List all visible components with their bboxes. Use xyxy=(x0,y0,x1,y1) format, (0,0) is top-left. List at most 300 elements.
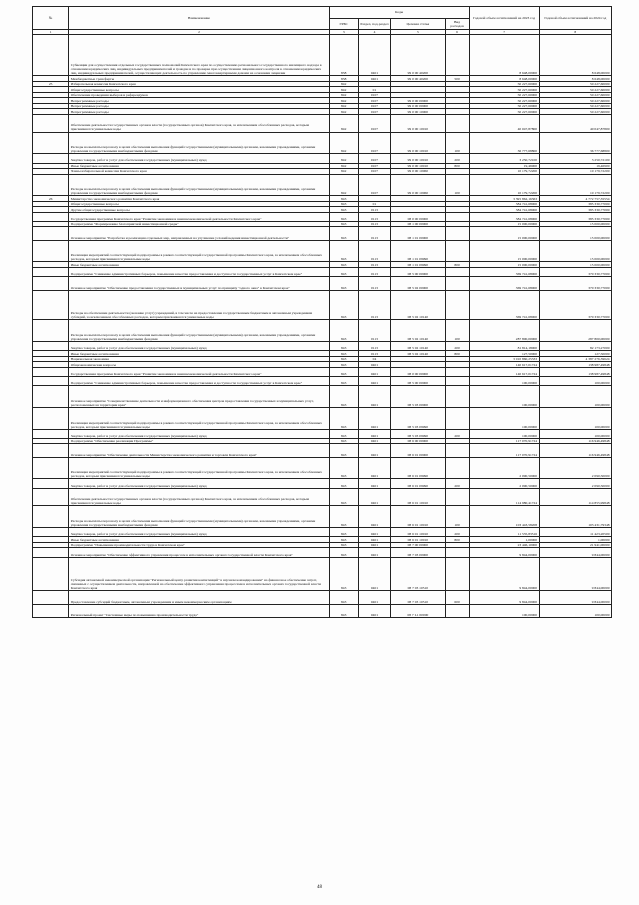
cell-vol-2023: 50 227,60000 xyxy=(469,87,539,93)
cell-section: 01 xyxy=(358,201,391,207)
cell-grbs: 843 xyxy=(329,351,358,357)
cell-section: 0401 xyxy=(358,408,391,430)
cell-name: Закупка товаров, работ и услуг для обеспечения государственных (муниципальных) нужд xyxy=(69,154,330,163)
cell-name: Непрограммные расходы xyxy=(69,109,330,115)
cell-section: 0401 xyxy=(358,429,391,438)
cell-name: Закупка товаров, работ и услуг для обеспечения государственных (муниципальных) нужд xyxy=(69,341,330,350)
column-index: 8 xyxy=(539,30,611,35)
cell-kind xyxy=(445,604,469,617)
budget-table xyxy=(32,6,612,618)
cell-name: Закупка товаров, работ и услуг для обеспечения государственных (муниципальных) нужд xyxy=(69,479,330,488)
cell-kind: 200 xyxy=(445,479,469,488)
cell-section: 0401 xyxy=(358,367,391,376)
cell-num xyxy=(33,240,69,262)
cell-article: 99 0 00 10010 xyxy=(391,114,445,132)
cell-num xyxy=(33,506,69,528)
cell-name: Иные бюджетные ассигнования xyxy=(69,351,330,357)
cell-name: Подпрограмма "Формирование благоприятной инвестиционной среды" xyxy=(69,221,330,227)
cell-article: 08 5 02 00000 xyxy=(391,277,445,290)
cell-section: 0401 xyxy=(358,537,391,543)
cell-vol-2024: 50 227,60000 xyxy=(539,92,611,98)
cell-article: 08 1 01 00000 xyxy=(391,227,445,240)
cell-grbs: 843 xyxy=(329,290,358,319)
cell-vol-2024: 9 844,00000 xyxy=(539,591,611,604)
cell-grbs: 843 xyxy=(329,429,358,438)
cell-vol-2024: 8 648,00000 xyxy=(539,35,611,76)
cell-section: 0401 xyxy=(358,542,391,548)
table-row xyxy=(33,290,612,319)
cell-section: 0113 xyxy=(358,227,391,240)
cell-name: Избирательная комиссия Камчатского края xyxy=(69,81,330,87)
cell-name: Расходы на выплаты персоналу в целях обеспечения выполнения функций государственными (муниципальными) органами, казенными учреждениями, органами управления государственными внебюджетными фондами xyxy=(69,132,330,154)
cell-vol-2023: 50 227,60000 xyxy=(469,109,539,115)
cell-article: 08 1 01 09990 xyxy=(391,262,445,268)
table-row xyxy=(33,341,612,350)
cell-article: 99 0 00 00000 xyxy=(391,103,445,109)
cell-vol-2023: 50 227,60000 xyxy=(469,103,539,109)
cell-section: 0401 xyxy=(358,528,391,537)
cell-grbs: 843 xyxy=(329,506,358,528)
cell-name: Обеспечение проведения выборов и референдумов xyxy=(69,92,330,98)
cell-num xyxy=(33,457,69,479)
cell-grbs: 842 xyxy=(329,163,358,169)
cell-vol-2024: 21 941,00000 xyxy=(539,542,611,548)
cell-section: 01 xyxy=(358,87,391,93)
cell-grbs: 842 xyxy=(329,109,358,115)
cell-kind: 100 xyxy=(445,132,469,154)
cell-section: 04 xyxy=(358,356,391,362)
cell-vol-2024: 10 179,72200 xyxy=(539,174,611,196)
header-kind: Вид расходов xyxy=(445,18,469,30)
cell-name: Министерство экономического развития Камчатского края xyxy=(69,196,330,202)
cell-name: Подпрограмма "Снижение административных барьеров, повышение качества предоставления и доступности государственных услуг в Камчатском крае" xyxy=(69,377,330,386)
cell-vol-2023: 384 741,68000 xyxy=(469,201,539,207)
cell-kind xyxy=(445,114,469,132)
cell-grbs: 843 xyxy=(329,488,358,506)
cell-grbs: 842 xyxy=(329,169,358,175)
cell-grbs: 843 xyxy=(329,591,358,604)
cell-grbs: 843 xyxy=(329,542,358,548)
cell-vol-2023: 9 844,00000 xyxy=(469,548,539,557)
cell-vol-2024: 1,00000 xyxy=(539,537,611,543)
table-row xyxy=(33,386,612,408)
cell-article: 08 6 01 09990 xyxy=(391,479,445,488)
cell-vol-2024: 50 227,60000 xyxy=(539,98,611,104)
cell-kind xyxy=(445,557,469,590)
cell-vol-2024: 287 800,00000 xyxy=(539,320,611,342)
cell-name: Подпрограмма "Обеспечение реализации Программы" xyxy=(69,438,330,444)
cell-num xyxy=(33,408,69,430)
cell-grbs: 843 xyxy=(329,386,358,408)
header-section: Раздел, под-раздел xyxy=(358,18,391,30)
cell-vol-2023: 2 090,50000 xyxy=(469,479,539,488)
cell-vol-2024: 370 330,77000 xyxy=(539,267,611,276)
cell-vol-2024: 116 946,49848 xyxy=(539,438,611,444)
cell-grbs: 843 xyxy=(329,408,358,430)
cell-num: 26 xyxy=(33,196,69,202)
cell-kind xyxy=(445,457,469,479)
cell-section: 0401 xyxy=(358,548,391,557)
cell-section: 0401 xyxy=(358,604,391,617)
column-index: 4 xyxy=(358,30,391,35)
cell-grbs: 843 xyxy=(329,207,358,213)
cell-section: 0401 xyxy=(358,76,391,82)
cell-name: Расходы на выплаты персоналу в целях обеспечения выполнения функций государственными (муниципальными) органами, казенными учреждениями, органами управления государственными внебюджетными фондами xyxy=(69,506,330,528)
table-row xyxy=(33,367,612,376)
cell-vol-2023: 100,00000 xyxy=(469,377,539,386)
table-row xyxy=(33,154,612,163)
cell-vol-2024: 116 946,49848 xyxy=(539,444,611,457)
cell-name: Субвенции для осуществления отдельных государственных полномочий Камчатского края по осуществлению регионального государственного жилищного надзора в отношении юридических лиц, индивидуальных предпринимателей и граждан и по проверке при осуществлении лицензионного контроля в отношении юридических лиц, индивидуальных предпринимателей, осуществляющих деятельность по управлению многоквартирными домами на основании лицензии xyxy=(69,35,330,76)
cell-vol-2024: 82 173,27000 xyxy=(539,341,611,350)
cell-section: 0113 xyxy=(358,320,391,342)
cell-num xyxy=(33,154,69,163)
cell-vol-2024: 370 330,77000 xyxy=(539,277,611,290)
cell-kind: 100 xyxy=(445,174,469,196)
cell-vol-2024: 50 227,60000 xyxy=(539,103,611,109)
cell-vol-2023: 384 741,68000 xyxy=(469,212,539,221)
cell-vol-2023: 100,00000 xyxy=(469,429,539,438)
cell-num xyxy=(33,591,69,604)
cell-section: 0107 xyxy=(358,103,391,109)
cell-vol-2023: 9 844,00000 xyxy=(469,557,539,590)
table-row xyxy=(33,174,612,196)
cell-article: 08 5 02 10140 xyxy=(391,290,445,319)
cell-article: 08 0 00 00000 xyxy=(391,212,445,221)
cell-grbs: 842 xyxy=(329,103,358,109)
cell-num xyxy=(33,479,69,488)
table-row xyxy=(33,240,612,262)
cell-vol-2023: 127,50000 xyxy=(469,351,539,357)
page-number: 48 xyxy=(317,885,322,890)
cell-num xyxy=(33,114,69,132)
cell-vol-2023: 117 070,91724 xyxy=(469,444,539,457)
cell-vol-2024: 15 000,00000 xyxy=(539,227,611,240)
cell-grbs: 843 xyxy=(329,221,358,227)
cell-grbs: 843 xyxy=(329,604,358,617)
cell-article: 08 0 00 00000 xyxy=(391,367,445,376)
cell-kind xyxy=(445,377,469,386)
cell-grbs: 843 xyxy=(329,240,358,262)
cell-name: Подпрограмма "Снижение административных барьеров, повышение качества предоставления и доступности государственных услуг в Камчатском крае" xyxy=(69,267,330,276)
cell-section: 0401 xyxy=(358,457,391,479)
cell-article: 99 0 00 10010 xyxy=(391,132,445,154)
column-index: 6 xyxy=(445,30,469,35)
column-index: 7 xyxy=(469,30,539,35)
cell-name: Реализация мероприятий соответствующей подпрограммы в рамках соответствующей государственной программы Камчатского края, за исключением обособленных расходов, которым присваиваются уникальные коды xyxy=(69,240,330,262)
table-row xyxy=(33,548,612,557)
cell-num xyxy=(33,488,69,506)
cell-kind: 800 xyxy=(445,351,469,357)
cell-vol-2024: 100,00000 xyxy=(539,377,611,386)
cell-article: 08 7 L1 00000 xyxy=(391,604,445,617)
cell-name: Члены избирательной комиссии Камчатского края xyxy=(69,169,330,175)
header-article: Целевая статья xyxy=(391,18,445,30)
cell-num xyxy=(33,557,69,590)
cell-kind xyxy=(445,277,469,290)
cell-section: 0401 xyxy=(358,488,391,506)
cell-vol-2023: 36 777,68800 xyxy=(469,132,539,154)
cell-num xyxy=(33,277,69,290)
table-row xyxy=(33,457,612,479)
header-vol-2024: Годовой объем ассигнований на 2024 год xyxy=(539,7,611,30)
cell-article: 08 6 01 10010 xyxy=(391,528,445,537)
column-index: 2 xyxy=(69,30,330,35)
cell-grbs: 842 xyxy=(329,92,358,98)
cell-kind xyxy=(445,240,469,262)
cell-name: Непрограммные расходы xyxy=(69,98,330,104)
cell-name: Подпрограмма "Повышение производительности труда в Камчатском крае" xyxy=(69,542,330,548)
cell-grbs: 843 xyxy=(329,457,358,479)
cell-vol-2023: 3 395 862,16363 xyxy=(469,196,539,202)
cell-name: Расходы на обеспечение деятельности (оказание услуг) учреждений, в том числе на предоставление государственным бюджетным и автономным учреждениям субсидий, за исключением обособленных расходов, которым присваиваются уникальные коды xyxy=(69,290,330,319)
table-row xyxy=(33,277,612,290)
cell-name: Региональный проект "Системные меры по повышению производительности труда" xyxy=(69,604,330,617)
cell-name: Иные бюджетные ассигнования xyxy=(69,537,330,543)
cell-article: 08 5 00 00000 xyxy=(391,377,445,386)
cell-kind: 100 xyxy=(445,320,469,342)
cell-vol-2023: 2 090,50000 xyxy=(469,457,539,479)
cell-article: 99 0 00 10010 xyxy=(391,163,445,169)
cell-section: 0107 xyxy=(358,92,391,98)
cell-article: 99 0 00 40200 xyxy=(391,76,445,82)
cell-article: 99 0 00 10000 xyxy=(391,109,445,115)
cell-kind xyxy=(445,35,469,76)
cell-name: Государственная программа Камчатского края "Развитие экономики и внешнеэкономической деятельности Камчатского края" xyxy=(69,367,330,376)
table-row xyxy=(33,377,612,386)
cell-section: 0401 xyxy=(358,386,391,408)
cell-vol-2023: 369 741,68000 xyxy=(469,267,539,276)
cell-vol-2024: 100,00000 xyxy=(539,429,611,438)
cell-vol-2024: 100,00000 xyxy=(539,604,611,617)
cell-vol-2024: 8 648,00000 xyxy=(539,76,611,82)
cell-num xyxy=(33,604,69,617)
cell-name: Закупка товаров, работ и услуг для обеспечения государственных (муниципальных) нужд xyxy=(69,528,330,537)
cell-article: 08 5 03 09990 xyxy=(391,429,445,438)
cell-vol-2023: 8 648,00000 xyxy=(469,76,539,82)
cell-section: 0401 xyxy=(358,557,391,590)
table-row xyxy=(33,557,612,590)
cell-num xyxy=(33,429,69,438)
cell-section: 0113 xyxy=(358,240,391,262)
cell-section: 0113 xyxy=(358,221,391,227)
cell-vol-2023: 15 000,00000 xyxy=(469,221,539,227)
table-row xyxy=(33,35,612,76)
cell-grbs: 843 xyxy=(329,227,358,240)
header-grbs: ГРБС xyxy=(329,18,358,30)
cell-vol-2024: 19,46900 xyxy=(539,163,611,169)
table-row xyxy=(33,227,612,240)
table-row xyxy=(33,320,612,342)
cell-grbs: 843 xyxy=(329,557,358,590)
cell-kind xyxy=(445,267,469,276)
cell-article: 08 7 03 10510 xyxy=(391,557,445,590)
cell-name: Основное мероприятие "Совершенствование деятельности и информационного обеспечения центров предоставления государственных и муниципальных услуг, расположенных на территории края" xyxy=(69,386,330,408)
cell-article: 08 7 03 10510 xyxy=(391,591,445,604)
cell-num xyxy=(33,227,69,240)
cell-vol-2024: 2 090,50000 xyxy=(539,457,611,479)
cell-grbs: 843 xyxy=(329,341,358,350)
cell-kind xyxy=(445,227,469,240)
cell-section: 0113 xyxy=(358,267,391,276)
cell-vol-2023: 23 446,10000 xyxy=(469,542,539,548)
cell-section: 0107 xyxy=(358,132,391,154)
table-row xyxy=(33,604,612,617)
cell-name: Общегосударственные вопросы xyxy=(69,87,330,93)
table-row xyxy=(33,506,612,528)
cell-num xyxy=(33,290,69,319)
cell-grbs: 843 xyxy=(329,377,358,386)
cell-vol-2024: 36 777,68800 xyxy=(539,132,611,154)
cell-section: 0107 xyxy=(358,114,391,132)
cell-name: Непрограммные расходы xyxy=(69,103,330,109)
column-index: 3 xyxy=(329,30,358,35)
cell-grbs: 843 xyxy=(329,537,358,543)
cell-section: 0113 xyxy=(358,351,391,357)
cell-vol-2023: 81 814,18000 xyxy=(469,341,539,350)
cell-section: 0107 xyxy=(358,98,391,104)
cell-vol-2024: 4 772 757,35554 xyxy=(539,196,611,202)
cell-vol-2023: 140 617,01724 xyxy=(469,367,539,376)
cell-vol-2024: 127,50000 xyxy=(539,351,611,357)
cell-num xyxy=(33,367,69,376)
cell-vol-2023: 8 648,00000 xyxy=(469,35,539,76)
cell-name: Основное мероприятие "Обеспечение деятельности Министерства экономического развития и торговли Камчатского края" xyxy=(69,444,330,457)
header-codes: Коды xyxy=(329,7,469,19)
cell-kind xyxy=(445,290,469,319)
cell-num xyxy=(33,528,69,537)
cell-name: Государственная программа Камчатского края "Развитие экономики и внешнеэкономической деятельности Камчатского края" xyxy=(69,212,330,221)
cell-vol-2023: 50 227,60000 xyxy=(469,81,539,87)
cell-vol-2024: 50 227,60000 xyxy=(539,81,611,87)
cell-kind xyxy=(445,212,469,221)
cell-vol-2023: 140 617,01724 xyxy=(469,362,539,368)
cell-vol-2023: 15 000,00000 xyxy=(469,262,539,268)
cell-vol-2023: 1,00000 xyxy=(469,537,539,543)
cell-vol-2024: 100,00000 xyxy=(539,386,611,408)
cell-section: 0401 xyxy=(358,362,391,368)
cell-vol-2024: 40 047,87800 xyxy=(539,114,611,132)
cell-article: 99 0 00 10060 xyxy=(391,174,445,196)
cell-article: 08 6 01 10010 xyxy=(391,488,445,506)
cell-grbs: 843 xyxy=(329,528,358,537)
cell-section: 0401 xyxy=(358,438,391,444)
cell-name: Субсидия автономной некоммерческой организации "Региональный центр развития компетенций" в научном командировании" на финансовое обеспечение затрат, связанных с осуществлением деятельности, направленной на обеспечение эффективного управления процессами в исполнительных органах государственной власти Камчатского края xyxy=(69,557,330,590)
cell-article: 99 0 00 40200 xyxy=(391,35,445,76)
cell-article: 08 5 00 00000 xyxy=(391,267,445,276)
cell-name: Расходы на выплаты персоналу в целях обеспечения выполнения функций государственными (муниципальными) органами, казенными учреждениями, органами управления государственными внебюджетными фондами xyxy=(69,174,330,196)
header-name: Наименование xyxy=(69,7,330,30)
cell-section: 0107 xyxy=(358,163,391,169)
cell-vol-2023: 11 535,83516 xyxy=(469,528,539,537)
cell-grbs: 843 xyxy=(329,444,358,457)
cell-vol-2024: 10 179,72200 xyxy=(539,169,611,175)
table-row xyxy=(33,444,612,457)
table-row xyxy=(33,429,612,438)
cell-section: 0107 xyxy=(358,169,391,175)
table-row xyxy=(33,267,612,276)
cell-section: 0113 xyxy=(358,262,391,268)
cell-num xyxy=(33,267,69,276)
cell-vol-2023: 103 443,58208 xyxy=(469,506,539,528)
cell-vol-2024: 11 423,20500 xyxy=(539,528,611,537)
cell-vol-2024: 50 227,60000 xyxy=(539,109,611,115)
cell-name: Основное мероприятие "Обеспечение предоставления государственных и муниципальных услуг по принципу "одного окна" в Камчатском крае" xyxy=(69,277,330,290)
cell-name: Межбюджетные трансферты xyxy=(69,76,330,82)
cell-name: Иные бюджетные ассигнования xyxy=(69,163,330,169)
cell-grbs: 842 xyxy=(329,114,358,132)
cell-grbs: 843 xyxy=(329,548,358,557)
cell-kind: 200 xyxy=(445,154,469,163)
cell-grbs: 842 xyxy=(329,174,358,196)
cell-grbs: 843 xyxy=(329,362,358,368)
cell-num xyxy=(33,35,69,76)
cell-article: 08 1 00 00000 xyxy=(391,221,445,227)
cell-grbs: 843 xyxy=(329,267,358,276)
cell-article: 08 6 01 00000 xyxy=(391,444,445,457)
cell-vol-2024: 4 387 276,39624 xyxy=(539,356,611,362)
cell-section: 0401 xyxy=(358,591,391,604)
cell-article: 08 1 01 09990 xyxy=(391,240,445,262)
cell-name: Общеэкономические вопросы xyxy=(69,362,330,368)
cell-name: Национальная экономика xyxy=(69,356,330,362)
cell-vol-2023: 3 010 860,25333 xyxy=(469,356,539,362)
cell-vol-2023: 369 741,68000 xyxy=(469,290,539,319)
cell-vol-2024: 2 090,50000 xyxy=(539,479,611,488)
cell-grbs: 843 xyxy=(329,212,358,221)
cell-vol-2024: 385 330,77000 xyxy=(539,207,611,213)
cell-vol-2023: 50 227,60000 xyxy=(469,98,539,104)
cell-vol-2024: 385 330,77000 xyxy=(539,201,611,207)
cell-vol-2023: 50 227,60000 xyxy=(469,92,539,98)
cell-name: Предоставление субсидий бюджетным, автономным учреждениям и иным некоммерческим организациям xyxy=(69,591,330,604)
cell-section: 0107 xyxy=(358,154,391,163)
cell-section: 0401 xyxy=(358,35,391,76)
header-vol-2023: Годовой объем ассигнований на 2023 год xyxy=(469,7,539,30)
cell-article: 08 5 02 10140 xyxy=(391,351,445,357)
cell-kind: 100 xyxy=(445,506,469,528)
cell-num xyxy=(33,444,69,457)
cell-vol-2023: 369 741,68000 xyxy=(469,277,539,290)
cell-section: 0401 xyxy=(358,377,391,386)
table-body xyxy=(33,35,612,618)
cell-section: 0113 xyxy=(358,290,391,319)
cell-article: 08 5 03 00000 xyxy=(391,386,445,408)
cell-article: 08 6 00 00000 xyxy=(391,438,445,444)
cell-kind xyxy=(445,548,469,557)
cell-grbs: 843 xyxy=(329,320,358,342)
cell-section: 0113 xyxy=(358,212,391,221)
table-header xyxy=(33,7,612,35)
column-index: 5 xyxy=(391,30,445,35)
cell-grbs: 843 xyxy=(329,262,358,268)
cell-section: 0107 xyxy=(358,109,391,115)
cell-kind: 500 xyxy=(445,76,469,82)
cell-vol-2023: 10 179,72200 xyxy=(469,174,539,196)
cell-grbs: 838 xyxy=(329,35,358,76)
cell-article: 99 0 00 10060 xyxy=(391,169,445,175)
cell-vol-2023: 114 980,41724 xyxy=(469,488,539,506)
cell-section: 0113 xyxy=(358,277,391,290)
cell-vol-2023: 100,00000 xyxy=(469,386,539,408)
cell-num xyxy=(33,132,69,154)
cell-num xyxy=(33,386,69,408)
cell-kind xyxy=(445,367,469,376)
cell-vol-2024: 15 000,00000 xyxy=(539,240,611,262)
cell-kind: 800 xyxy=(445,262,469,268)
cell-vol-2023: 9 844,00000 xyxy=(469,591,539,604)
cell-article: 08 5 02 10140 xyxy=(391,341,445,350)
